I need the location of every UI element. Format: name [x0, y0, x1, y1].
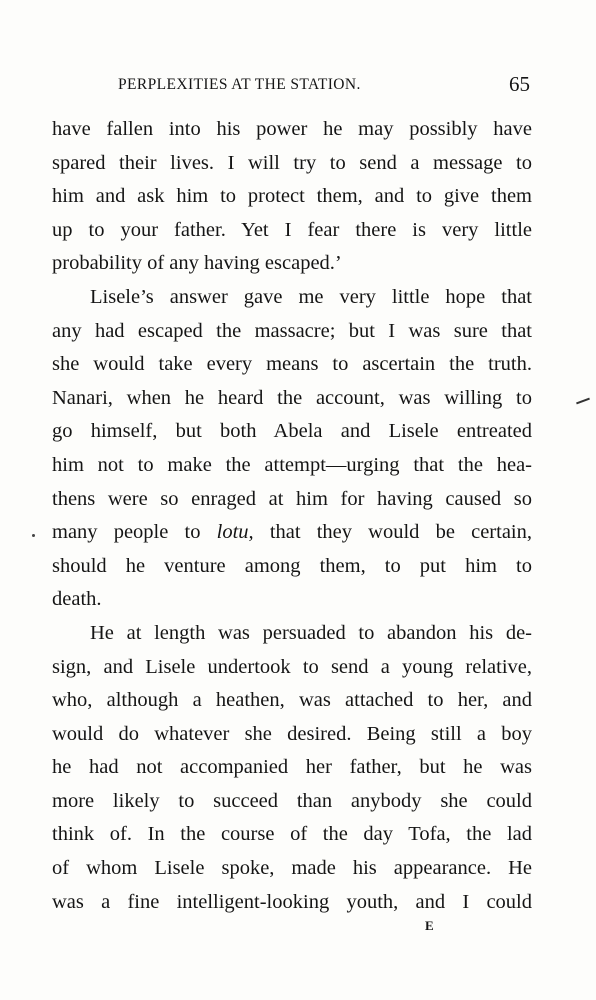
text-line: think of. In the course of the day Tofa, the lad [52, 823, 532, 846]
text-line: have fallen into his power he may possibly have [52, 118, 532, 140]
text-line: death. [52, 588, 102, 611]
text-line: up to your father. Yet I fear there is very little [52, 218, 532, 241]
margin-mark [576, 398, 590, 405]
text-line: of whom Lisele spoke, made his appearance. He [52, 857, 532, 880]
text-line: she would take every means to ascertain the truth. [52, 353, 532, 376]
text-line: sign, and Lisele undertook to send a young relative, [52, 655, 532, 678]
text-line: thens were so enraged at him for having caused so [52, 487, 532, 510]
text-line [52, 516, 532, 550]
text-line: probability of any having escaped.’ [52, 252, 342, 275]
text-line: go himself, but both Abela and Lisele entreated [52, 420, 532, 443]
text-line: who, although a heathen, was attached to her, and [52, 689, 532, 712]
text-line: was a fine intelligent-looking youth, and I could [52, 890, 532, 913]
text-line: would do whatever she desired. Being still a boy [52, 722, 532, 745]
text-line: more likely to succeed than anybody she could [52, 789, 532, 812]
page-number: 65 [509, 72, 530, 96]
running-head [118, 72, 530, 100]
text-line: Lisele’s answer gave me very little hope that [90, 285, 532, 308]
text-line: Nanari, when he heard the account, was willing to [52, 386, 532, 409]
text-line: He at length was persuaded to abandon his de- [90, 621, 532, 644]
text-line: should he venture among them, to put him to [52, 554, 532, 577]
text-line: any had escaped the massacre; but I was sure that [52, 319, 532, 342]
text-line: spared their lives. I will try to send a message to [52, 151, 532, 174]
text-segment: that they would be certain, [253, 521, 532, 544]
text-line: him and ask him to protect them, and to give them [52, 185, 532, 208]
text-segment: many people to [52, 521, 217, 544]
margin-speck [32, 534, 35, 537]
running-title: PERPLEXITIES AT THE STATION. [118, 76, 361, 93]
body-text [52, 113, 532, 919]
signature-mark: E [425, 918, 434, 933]
italic-word: lotu, [216, 521, 254, 544]
text-line: he had not accompanied her father, but he was [52, 756, 532, 779]
text-line: him not to make the attempt—urging that the hea- [52, 453, 532, 476]
